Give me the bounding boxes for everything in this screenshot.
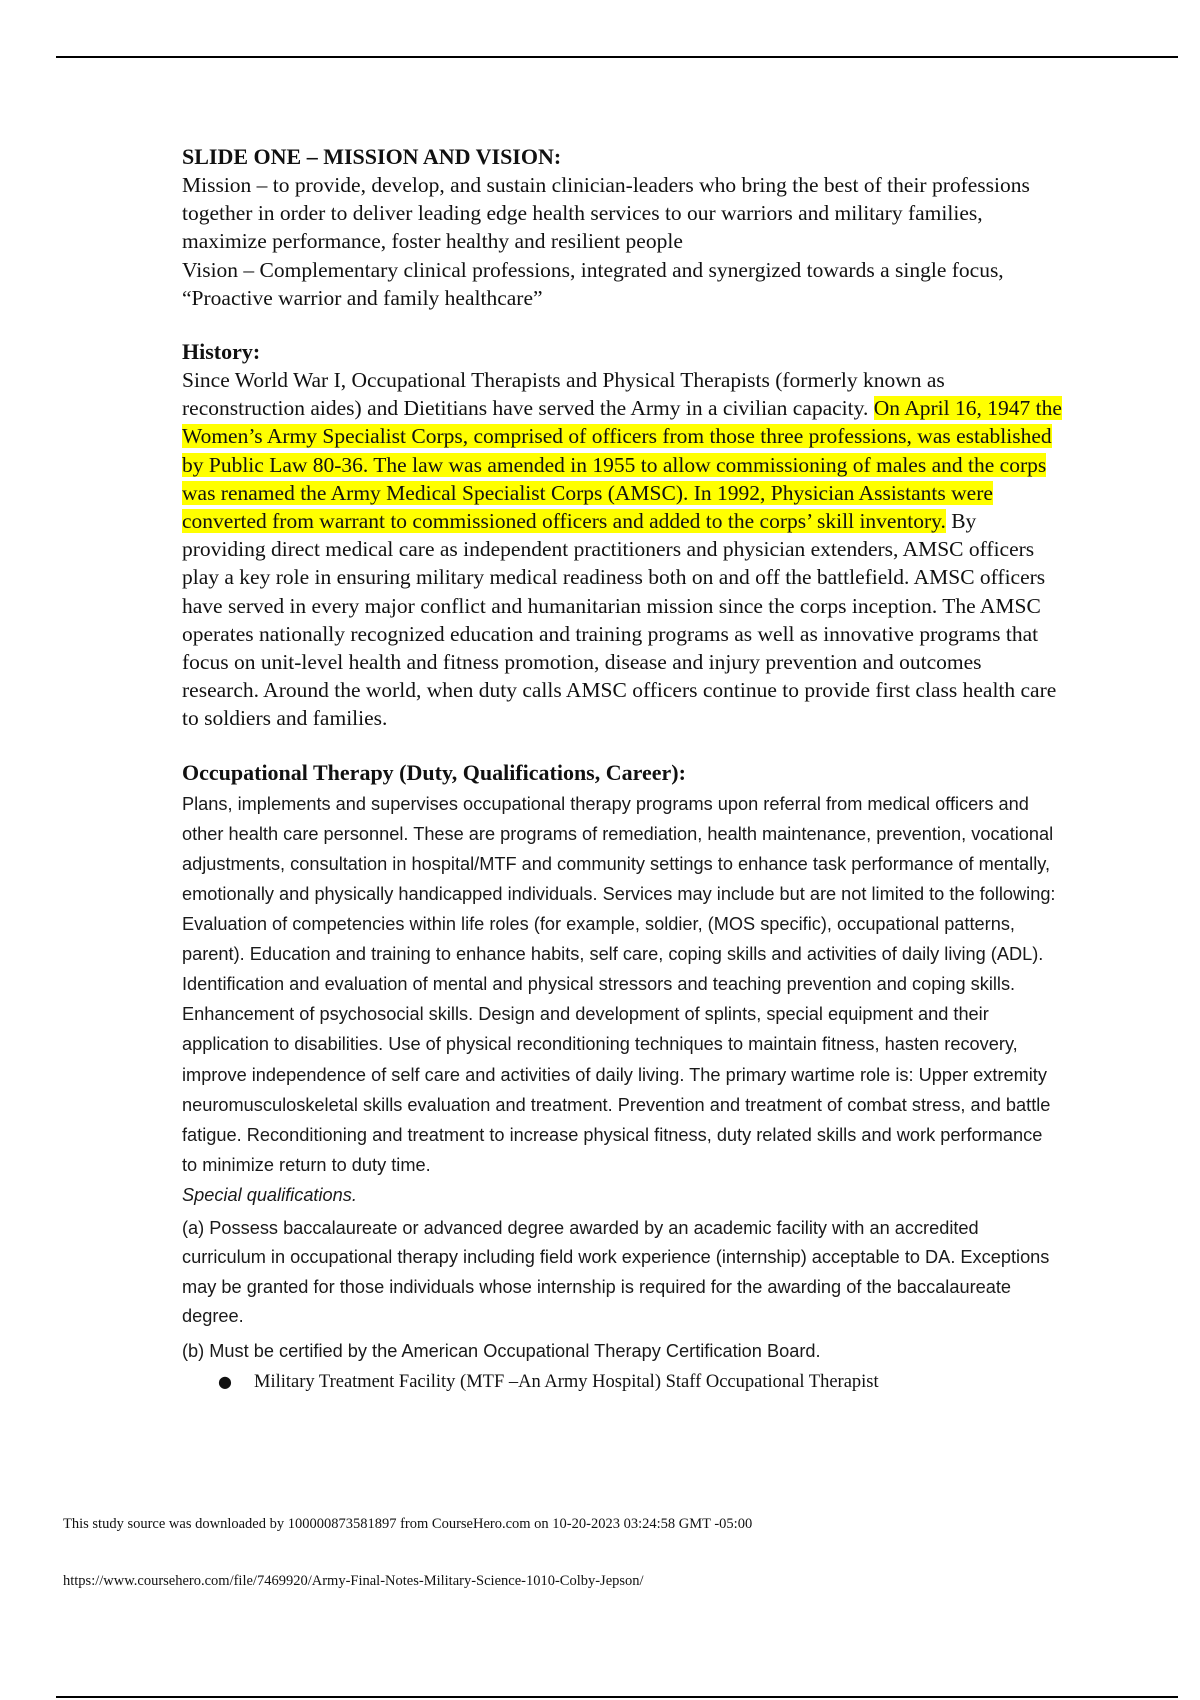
download-source-note: This study source was downloaded by 100000873581897 from CourseHero.com on 10-20-2023 03:24:58 GMT -05:00 [63, 1516, 753, 1532]
ot-heading: Occupational Therapy (Duty, Qualifications, Career): [182, 759, 686, 785]
vision-statement: Vision – Complementary clinical professions, integrated and synergized towards a single focus, “Proactive warrior and family healthcare” [182, 257, 1004, 310]
history-heading: History: [182, 339, 261, 365]
history-text-after: By providing direct medical care as independent practitioners and physician extenders, AMSC officers play a key role in ensuring military medical readiness both on and off the battlefield. AMSC officers have served in every major conflict and humanitarian mission since the corps inception. The AMSC operates nationally recognized education and training programs as well as innovative programs that focus on unit-level health and fitness promotion, disease and injury prevention and outcomes research. Around the world, when duty calls AMSC officers continue to provide first class health care to soldiers and families. [182, 509, 1057, 731]
qualification-a: (a) Possess baccalaureate or advanced degree awarded by an academic facility with an accredited curriculum in occupational therapy including field work experience (internship) acceptable to DA. Exceptions may be granted for those individuals whose internship is required for the awarding of the baccalaureate degree. [182, 1217, 1050, 1327]
top-rule [56, 56, 1178, 58]
special-qualifications-label: Special qualifications. [182, 1184, 357, 1205]
mission-statement: Mission – to provide, develop, and sustain clinician-leaders who bring the best of their professions together in order to deliver leading edge health services to our warriors and military families, maximize performance, foster healthy and resilient people [182, 173, 1030, 254]
qualification-b: (b) Must be certified by the American Occupational Therapy Certification Board. [182, 1340, 821, 1361]
bullet-icon: ● [218, 1372, 232, 1392]
bottom-rule [56, 1696, 1178, 1698]
slide-one-heading: SLIDE ONE – MISSION AND VISION: [182, 144, 562, 169]
source-url: https://www.coursehero.com/file/7469920/Army-Final-Notes-Military-Science-1010-Colby-Jepson/ [63, 1573, 644, 1589]
list-item [218, 1368, 1062, 1396]
history-text-before: Since World War I, Occupational Therapists and Physical Therapists (formerly known as reconstruction aides) and Dietitians have served the Army in a civilian capacity. [182, 368, 945, 421]
bullet-text: Military Treatment Facility (MTF –An Army Hospital) Staff Occupational Therapist [254, 1372, 879, 1393]
history-paragraph [182, 366, 1062, 733]
ot-description: Plans, implements and supervises occupational therapy programs upon referral from medical officers and other health care personnel. These are programs of remediation, health maintenance, prevention, vocational adjustments, consultation in hospital/MTF and community settings to enhance task performance of mentally, emotionally and physically handicapped individuals. Services may include but are not limited to the following: Evaluation of competencies within life roles (for example, soldier, (MOS specific), occupational patterns, parent). Education and training to enhance habits, self care, coping skills and activities of daily living (ADL). Identification and evaluation of mental and physical stressors and teaching prevention and coping skills. Enhancement of psychosocial skills. Design and development of splints, special equipment and their application to disabilities. Use of physical reconditioning techniques to maintain fitness, hasten recovery, improve independence of self care and activities of daily living. The primary wartime role is: Upper extremity neuromusculoskeletal skills evaluation and treatment. Prevention and treatment of combat stress, and battle fatigue. Reconditioning and treatment to increase physical fitness, duty related skills and work performance to minimize return to duty time. [182, 793, 1056, 1175]
document-body [182, 143, 1062, 1396]
history-text-highlighted: On April 16, 1947 the Women’s Army Specialist Corps, comprised of officers from those three professions, was established by Public Law 80-36. The law was amended in 1955 to allow commissioning of males and the corps was renamed the Army Medical Specialist Corps (AMSC). In 1992, Physician Assistants were converted from warrant to commissioned officers and added to the corps’ skill inventory. [182, 396, 1062, 534]
